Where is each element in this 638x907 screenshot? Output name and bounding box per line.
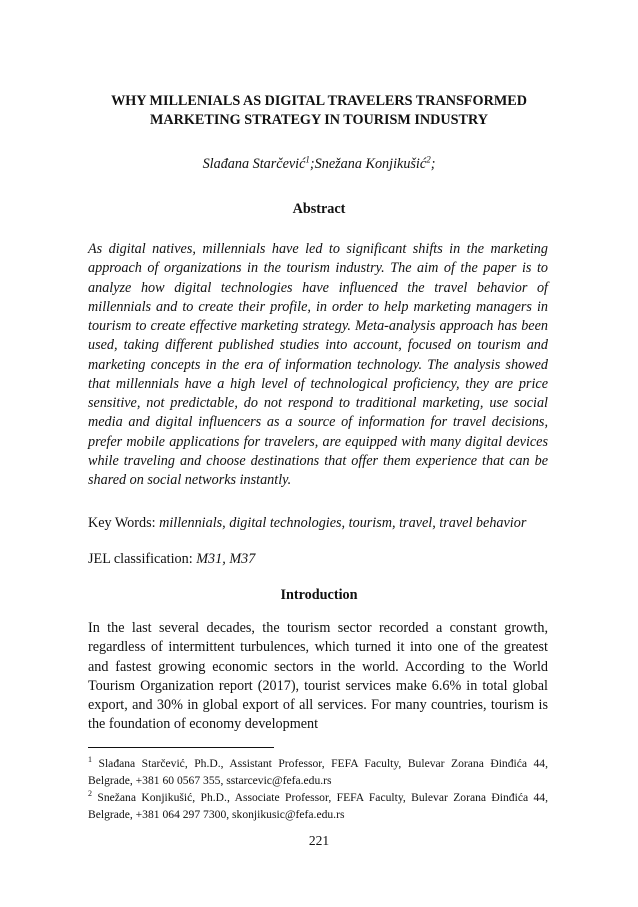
footnote-number: 2 [88, 789, 92, 799]
footnote-item [88, 755, 548, 789]
keywords-label: Key Words: [88, 515, 156, 531]
page-number: 221 [308, 833, 330, 848]
footnotes [88, 755, 548, 823]
footnote-text: Snežana Konjikušić, Ph.D., Associate Professor, FEFA Faculty, Bulevar Zorana Đinđića 44, Belgrade, +381 064 297 7300, skonjikusic@fefa.edu.rs [88, 791, 548, 821]
author-separator: ; [430, 156, 436, 172]
author-name: Slađana Starčević [202, 156, 306, 172]
jel-line [88, 550, 548, 570]
introduction-text: In the last several decades, the tourism sector recorded a constant growth, regardless of intermittent turbulences, which turned it into one of the greatest and fastest growing economic sectors in the world. According to the World Tourism Organization report (2017), tourist services make 6.6% in total global export, and 30% in global export of all services. For many countries, tourism is the foundation of economy development [88, 620, 548, 733]
jel-value: M31, M37 [196, 551, 256, 567]
abstract-heading: Abstract [292, 201, 346, 217]
footnote-number: 1 [88, 755, 92, 765]
author-separator: ; [309, 156, 315, 172]
footnote-item [88, 789, 548, 823]
footnote-mark: 1 [305, 154, 310, 165]
introduction-heading: Introduction [280, 587, 358, 603]
footnote-mark: 2 [426, 154, 431, 165]
author-name: Snežana Konjikušić [314, 156, 427, 172]
paper-title: WHY MILLENIALS AS DIGITAL TRAVELERS TRANSFORMED MARKETING STRATEGY IN TOURISM INDUSTRY [111, 93, 527, 128]
footnote-text: Slađana Starčević, Ph.D., Assistant Professor, FEFA Faculty, Bulevar Zorana Đinđića 44, Belgrade, +381 60 0567 355, sstarcevic@fefa.edu.rs [88, 757, 549, 787]
jel-label: JEL classification: [88, 551, 193, 567]
abstract-text: As digital natives, millennials have led to significant shifts in the marketing approach of organizations in the tourism industry. The aim of the paper is to analyze how digital technologies have influenced the travel behavior of millennials and to create their profile, in order to help marketing managers in tourism to create effective marketing strategy. Meta-analysis approach has been used, taking different published studies into account, focused on tourism and marketing concepts in the era of information technology. The analysis showed that millennials have a high level of technological proficiency, they are price sensitive, not predictable, do not respond to traditional marketing, use social media and digital influencers as a source of information for travel decisions, prefer mobile applications for travelers, are equipped with many digital devices while traveling and choose destinations that offer them experience that can be shared on social networks instantly. [88, 241, 548, 488]
keywords-value: millennials, digital technologies, tourism, travel, travel behavior [159, 515, 527, 531]
author-line [82, 154, 556, 174]
footnote-divider [88, 747, 274, 748]
keywords-line [88, 514, 548, 534]
